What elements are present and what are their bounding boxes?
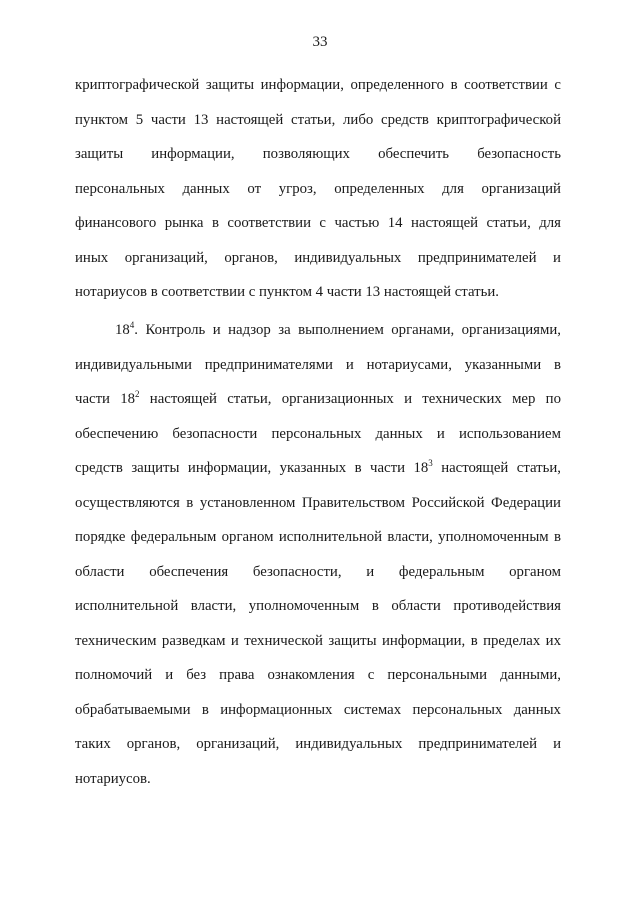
word: персональных	[412, 701, 503, 718]
word: данных	[375, 425, 423, 442]
word: персональных	[271, 425, 362, 442]
text-line	[75, 486, 561, 521]
word: персональными	[387, 667, 488, 683]
word: техническим	[75, 632, 157, 649]
word: области	[75, 563, 125, 580]
word: позволяющих	[262, 146, 350, 162]
word: и	[345, 356, 354, 373]
word: индивидуальных	[294, 249, 402, 266]
word: исполнительной	[75, 598, 179, 614]
word: выполнением	[298, 322, 384, 338]
word: определенных	[334, 180, 425, 197]
word: пределах	[483, 632, 541, 649]
word: Правительством	[301, 494, 406, 511]
word: в	[553, 356, 561, 373]
word: обрабатываемыми	[75, 701, 191, 718]
word: предпринимателей	[418, 736, 538, 752]
word: обеспечению	[75, 425, 159, 442]
word: с	[367, 667, 375, 683]
word: органов,	[224, 249, 278, 266]
word: организациями,	[461, 322, 561, 338]
text-line	[75, 348, 561, 383]
word: рынка	[164, 215, 204, 231]
word: права	[219, 667, 255, 683]
word: статьи,	[291, 111, 336, 128]
word: порядке	[75, 529, 126, 545]
word: пунктом	[75, 111, 128, 128]
word: использованием	[458, 425, 561, 442]
word: федеральным	[398, 563, 485, 580]
word: защиты	[131, 460, 180, 476]
word: настоящей	[410, 215, 479, 231]
word: предпринимателями	[204, 356, 333, 373]
word: информации,	[187, 460, 272, 476]
text-line	[75, 624, 561, 659]
word: в	[470, 632, 478, 649]
word: части	[370, 460, 406, 476]
word: частью	[334, 215, 380, 231]
text-line	[75, 103, 561, 138]
word: и	[165, 667, 174, 683]
word: в	[450, 77, 458, 93]
text-line	[75, 520, 561, 555]
word: исполнительной	[278, 529, 383, 545]
word: индивидуальных	[295, 736, 403, 752]
word: соответствии	[464, 77, 548, 93]
word: индивидуальными	[75, 356, 192, 373]
word: обеспечения	[149, 563, 229, 580]
text-line	[75, 693, 561, 728]
word: безопасности,	[252, 563, 342, 580]
word: в	[354, 460, 362, 476]
word: криптографической	[75, 77, 200, 93]
word: статьи,	[486, 215, 531, 231]
word: 14	[387, 215, 403, 231]
word: защиты	[75, 146, 124, 162]
word: либо	[343, 111, 374, 128]
word: в	[186, 494, 194, 511]
word: органом	[509, 563, 561, 580]
word: средств	[381, 111, 429, 128]
word: и	[436, 425, 445, 442]
text-line: нотариусов.	[75, 770, 151, 787]
word: полномочий	[75, 667, 153, 683]
word: и	[366, 563, 375, 580]
word: организаций	[481, 180, 561, 197]
word: информации,	[381, 632, 466, 649]
word: соответствии	[227, 215, 311, 231]
word: безопасности	[172, 425, 258, 442]
text-line	[75, 417, 561, 452]
word: статьи,	[516, 460, 561, 476]
article-reference: $18^2$	[120, 389, 140, 407]
text-line	[75, 241, 561, 276]
word: установленном	[199, 494, 296, 511]
word: за	[278, 322, 291, 338]
word: части	[150, 111, 186, 128]
word: средств	[75, 460, 123, 476]
word: и	[553, 249, 561, 266]
word: уполномоченным	[248, 598, 360, 614]
word: власти,	[190, 598, 237, 614]
page-number: 33	[312, 34, 328, 50]
word: нотариусами,	[366, 356, 452, 373]
word: угроз,	[278, 180, 317, 197]
text-line	[75, 206, 561, 241]
word: определенного	[350, 77, 444, 93]
word: противодействия	[453, 598, 561, 614]
word: иных	[75, 249, 109, 266]
word: мер	[512, 391, 536, 407]
word: персональных	[75, 180, 165, 197]
word: обеспечить	[378, 146, 450, 162]
text-line	[75, 589, 561, 624]
word: 13	[193, 111, 209, 128]
word: в	[211, 215, 219, 231]
word: разведкам	[161, 632, 226, 649]
word: Федерации	[491, 494, 561, 511]
word: органом	[221, 529, 274, 545]
word: системах	[343, 701, 402, 718]
word: надзор	[228, 322, 271, 338]
word: безопасность	[477, 146, 561, 162]
word: в	[554, 529, 561, 545]
word: для	[539, 215, 561, 231]
word: предпринимателей	[417, 249, 537, 266]
word: информации,	[260, 77, 344, 93]
word: организаций,	[124, 249, 208, 266]
word: уполномоченным	[438, 529, 549, 545]
word: с	[319, 215, 326, 231]
word: и	[212, 322, 221, 338]
paragraph-2	[75, 313, 561, 796]
word: организационных	[281, 391, 394, 407]
text-line	[75, 555, 561, 590]
word: информационных	[220, 701, 333, 718]
word: органами,	[391, 322, 455, 338]
text-line	[75, 727, 561, 762]
word: без	[186, 667, 207, 683]
word: Российской	[411, 494, 485, 511]
word: защиты	[328, 632, 377, 649]
text-line	[75, 172, 561, 207]
word: настоящей	[149, 391, 217, 407]
paragraph-number: $18^4$.	[115, 320, 138, 338]
word: данных	[513, 701, 561, 718]
text-line	[75, 451, 561, 486]
word: данных	[182, 180, 230, 197]
paragraph-1	[75, 68, 561, 310]
text-line	[75, 658, 561, 693]
word: криптографической	[436, 111, 561, 128]
word: организаций,	[196, 736, 280, 752]
word: их	[545, 632, 561, 649]
word: власти,	[387, 529, 433, 545]
word: и	[553, 736, 561, 752]
word: статьи,	[227, 391, 272, 407]
word: для	[442, 180, 464, 197]
text-line: части $18^2$ настоящей статьи, организационных и технических мер по	[75, 382, 561, 417]
word: от	[247, 180, 262, 197]
word: и	[404, 391, 412, 407]
word: органов,	[126, 736, 181, 752]
word: области	[391, 598, 441, 614]
word: таких	[75, 736, 111, 752]
word: указанными	[464, 356, 542, 373]
word: данными,	[500, 667, 561, 683]
word: финансового	[75, 215, 157, 231]
word: Контроль	[145, 322, 206, 338]
word: по	[545, 391, 561, 407]
word: технических	[422, 391, 502, 407]
word: информации,	[151, 146, 235, 162]
word: и	[230, 632, 239, 649]
word: с	[554, 77, 561, 93]
word: 5	[135, 111, 144, 128]
text-line: нотариусов в соответствии с пунктом 4 части 13 настоящей статьи.	[75, 284, 499, 300]
text-line	[75, 137, 561, 172]
word: федеральным	[130, 529, 217, 545]
word: ознакомления	[267, 667, 355, 683]
word: настоящей	[216, 111, 284, 128]
word: в	[201, 701, 209, 718]
text-line	[75, 313, 561, 348]
word: осуществляются	[75, 494, 180, 511]
article-reference: $18^3$	[413, 458, 433, 476]
word: защиты	[205, 77, 255, 93]
text-line	[75, 68, 561, 103]
word: указанных	[279, 460, 347, 476]
word: технической	[244, 632, 323, 649]
word: настоящей	[441, 460, 509, 476]
word: в	[371, 598, 379, 614]
